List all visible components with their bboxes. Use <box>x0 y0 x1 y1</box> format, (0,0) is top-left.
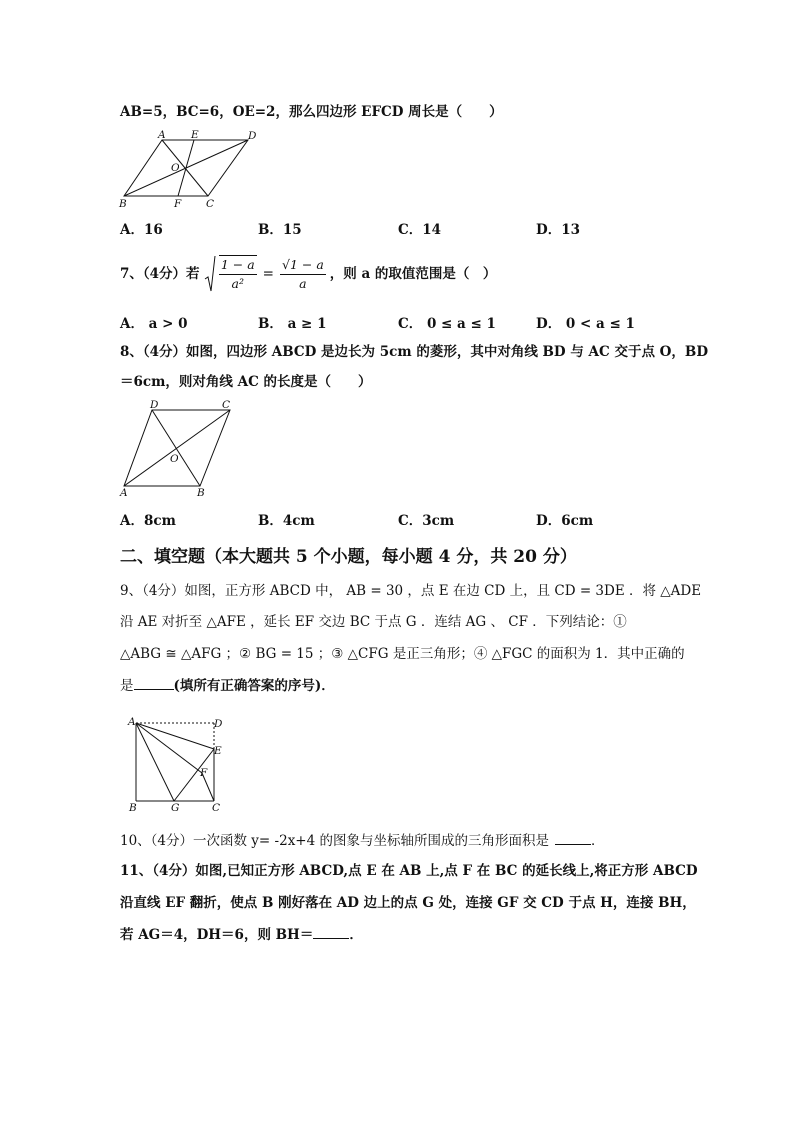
q10-end: ． <box>591 833 605 849</box>
q8-line-2: ＝6cm，则对角线 AC 的长度是（ ） <box>120 374 372 390</box>
q8-option-d: D．6cm <box>536 513 594 529</box>
q9-label-d: D <box>214 718 223 730</box>
q6-label-b: B <box>119 198 127 208</box>
q7-rhs-denominator: a <box>299 275 307 291</box>
q7-suffix: ，则 a 的取值范围是（ ） <box>329 266 497 282</box>
q8-label-c: C <box>222 399 231 411</box>
q8-label-d: D <box>150 399 159 411</box>
q6-label-c: C <box>206 198 215 208</box>
q9-figure <box>124 713 234 815</box>
q6-option-c: C．14 <box>398 222 442 238</box>
q9-label-e: E <box>214 745 222 757</box>
q11-line-1: 11、（4分）如图,已知正方形 ABCD,点 E 在 AB 上,点 F 在 BC 的延长线上,将正方形 ABCD <box>120 863 698 879</box>
q9-line-1: 9、（4分）如图，正方形 ABCD 中， AB = 30 ，点 E 在边 CD 上，且 CD = 3DE ．将 △ADE <box>120 583 702 599</box>
q7-rhs-fraction <box>280 256 326 293</box>
q7-stem <box>120 254 496 294</box>
q11-line-3 <box>120 926 363 944</box>
q11-line-3-prefix: 若 AG＝4，DH＝6，则 BH＝ <box>120 927 314 943</box>
q9-line-3: △ABG ≅ △AFG ；② BG = 15 ；③ △CFG 是正三角形；④ △FGC 的面积为 1．其中正确的 <box>120 646 685 662</box>
q9-line-4 <box>120 677 335 695</box>
q6-option-b: B．15 <box>258 222 302 238</box>
section-heading: 二、填空题（本大题共 5 个小题，每小题 4 分，共 20 分） <box>120 547 577 567</box>
q9-label-g: G <box>171 802 180 814</box>
q6-label-a: A <box>158 129 166 141</box>
radical-sign-icon <box>204 255 216 293</box>
q7-option-d: D． 0 < a ≤ 1 <box>536 316 635 332</box>
q7-sqrt-denominator: a² <box>231 276 244 291</box>
q6-option-d: D．13 <box>536 222 580 238</box>
q7-equals: = <box>262 266 274 282</box>
q9-label-c: C <box>212 802 221 814</box>
q9-line-4-prefix: 是 <box>120 678 134 694</box>
q7-rhs-numerator: √1 − a <box>280 256 326 275</box>
q8-label-a: A <box>120 487 128 499</box>
q6-option-a: A．16 <box>120 222 163 238</box>
q7-option-a: A． a > 0 <box>120 316 188 332</box>
q8-option-a: A．8cm <box>120 513 176 529</box>
q10-line <box>120 832 605 850</box>
q7-prefix: 7、（4分）若 <box>120 266 200 282</box>
q11-line-2: 沿直线 EF 翻折，使点 B 刚好落在 AD 边上的点 G 处，连接 GF 交 CD 于点 H，连接 BH， <box>120 895 696 911</box>
q9-label-b: B <box>129 802 137 814</box>
q7-sqrt-expression <box>204 255 257 293</box>
q10-answer-blank[interactable] <box>555 844 591 845</box>
q6-text: AB=5，BC=6，OE=2，那么四边形 EFCD 周长是（ ） <box>120 104 503 120</box>
q6-label-d: D <box>248 130 257 142</box>
q9-label-a: A <box>128 716 136 728</box>
q8-label-b: B <box>197 487 205 499</box>
q6-label-e: E <box>191 129 199 141</box>
q8-option-b: B．4cm <box>258 513 315 529</box>
q7-option-b: B． a ≥ 1 <box>258 316 327 332</box>
q9-line-4-suffix: (填所有正确答案的序号)． <box>173 678 335 694</box>
q11-line-3-end: ． <box>349 927 363 943</box>
q11-answer-blank[interactable] <box>313 938 349 939</box>
q6-figure <box>112 128 262 208</box>
q6-label-f: F <box>174 198 182 208</box>
q6-label-o: O <box>171 162 180 174</box>
q9-label-f: F <box>200 767 208 779</box>
q7-option-c: C． 0 ≤ a ≤ 1 <box>398 316 496 332</box>
q8-figure <box>116 396 246 500</box>
q8-label-o: O <box>170 453 179 465</box>
q9-answer-blank[interactable] <box>134 689 174 690</box>
q7-sqrt-numerator: 1 − a <box>219 256 257 275</box>
q9-line-2: 沿 AE 对折至 △AFE ，延长 EF 交边 BC 于点 G ．连结 AG 、 CF ．下列结论：① <box>120 614 627 630</box>
q8-line-1: 8、（4分）如图，四边形 ABCD 是边长为 5cm 的菱形，其中对角线 BD 与 AC 交于点 O，BD <box>120 344 709 360</box>
q10-text: 10、（4分）一次函数 y= -2x+4 的图象与坐标轴所围成的三角形面积是 <box>120 833 549 849</box>
q8-option-c: C．3cm <box>398 513 455 529</box>
